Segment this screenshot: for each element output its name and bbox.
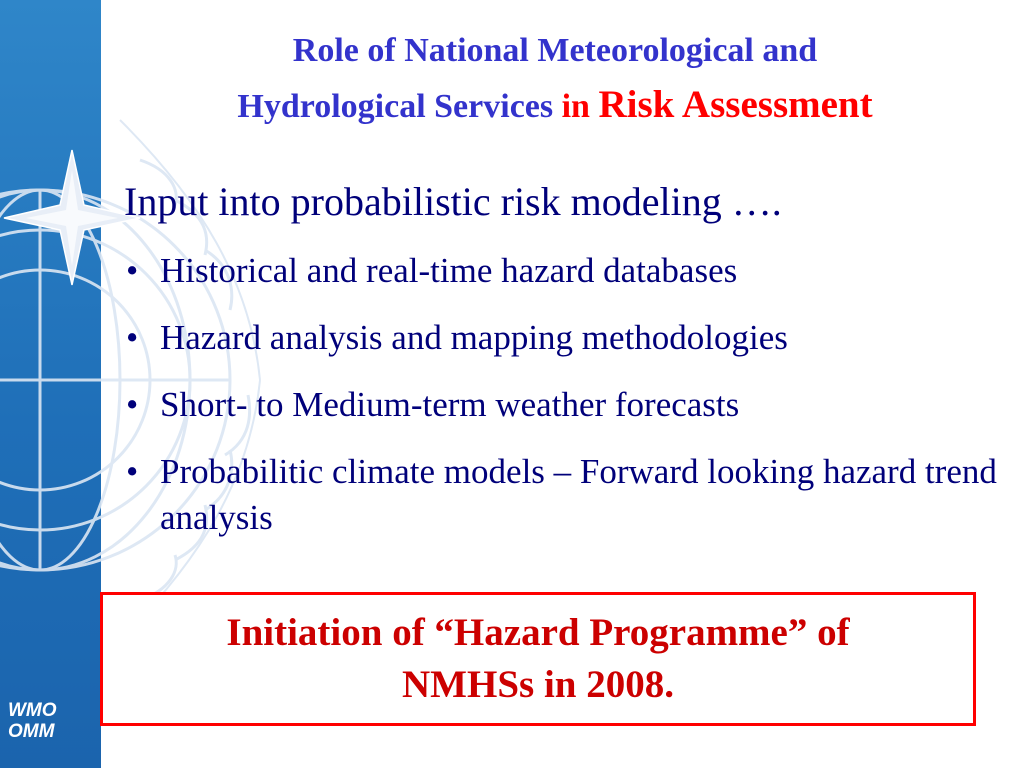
bullet-symbol: • [126, 251, 139, 290]
bullet-symbol: • [126, 452, 139, 491]
title-line2 [110, 78, 1000, 134]
callout-line1: Initiation of “Hazard Programme” of [226, 611, 850, 654]
bullet-text: Historical and real-time hazard databases [160, 251, 738, 290]
bullet-item [124, 248, 1004, 294]
callout-line2: NMHSs in 2008. [402, 663, 674, 706]
bullet-symbol: • [126, 318, 139, 357]
bullet-item [124, 449, 1004, 541]
wmo-logo-line2: OMM [8, 721, 55, 742]
bullet-text: Probabilitic climate models – Forward looking hazard trend analysis [160, 452, 997, 537]
hazard-programme-callout [100, 592, 976, 726]
slide-title [110, 24, 1000, 134]
bullet-text: Hazard analysis and mapping methodologies [160, 318, 788, 357]
bullet-item [124, 315, 1004, 361]
bullet-item [124, 382, 1004, 428]
intro-text: Input into probabilistic risk modeling …. [124, 179, 782, 224]
bullet-list [124, 248, 1004, 562]
title-line2-main: Hydrological Services [237, 88, 554, 125]
title-emphasis: Risk Assessment [598, 83, 873, 126]
bullet-text: Short- to Medium-term weather forecasts [160, 385, 740, 424]
bullet-symbol: • [126, 385, 139, 424]
title-in: in [561, 88, 590, 125]
title-line1: Role of National Meteorological and [292, 32, 818, 69]
wmo-logo-line1: WMO [8, 700, 57, 721]
wmo-logo [8, 700, 68, 742]
